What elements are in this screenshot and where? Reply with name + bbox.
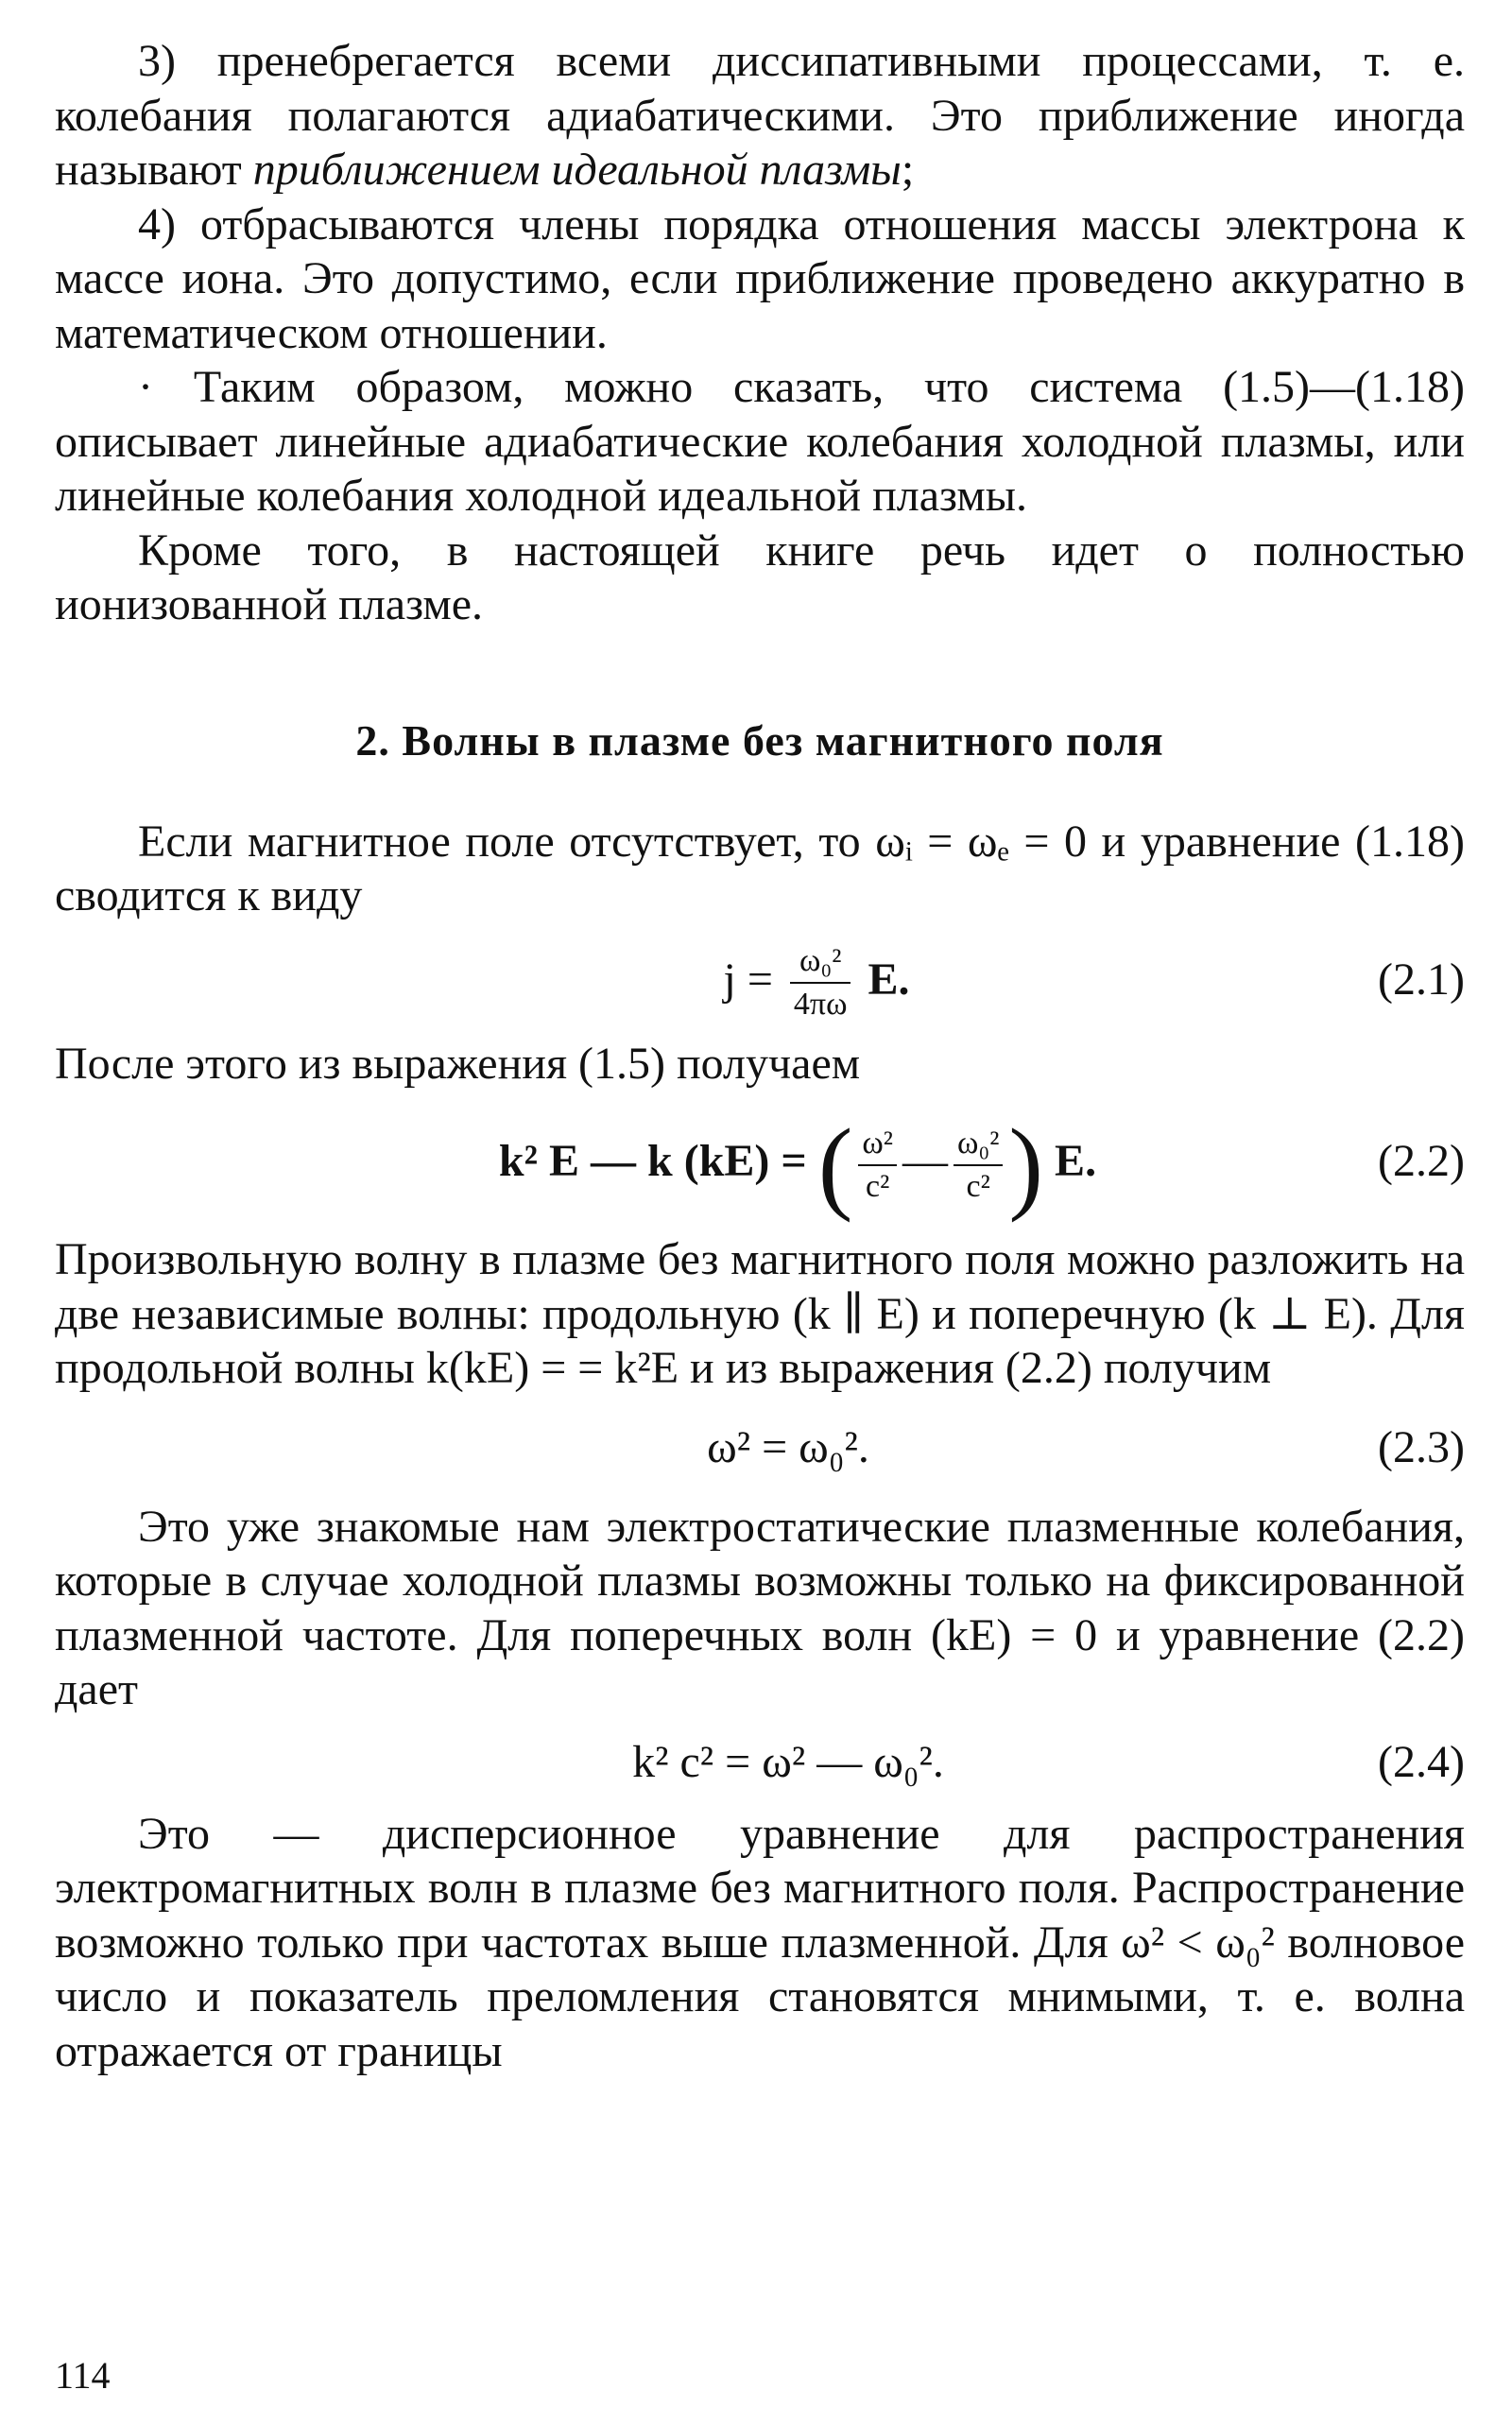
section-heading: 2. Волны в плазме без магнитного поля [355,715,1164,765]
fraction: $\frac{\text{ω₀²}}{4\pi\omega}$ [790,940,851,1025]
paragraph-decompose: Произвольную волну в плазме без магнитного поля можно разложить на две независимые волны: продольную (k ∥ E) и поперечную (k ⊥ E). Для продольной волны k(kE) = = k²E и из выражения (2.2) получим [55,1234,1466,1393]
equation-2-1: j = $\frac{\text{ω₀²}}{4\pi\omega}$ E. (2.1) [55,923,1465,1037]
paragraph-item-3: 3) пренебрегается всеми диссипативными процессами, т. е. колебания полагаются адиабатическими. Это приближение иногда называют приближением идеальной плазмы; [55,36,1465,195]
paragraph-item-4: 4) отбрасываются члены порядка отношения массы электрона к массе иона. Это допустимо, если приближение проведено аккуратно в математическом отношении. [55,198,1465,358]
paragraph-no-field: Если магнитное поле отсутствует, то ωᵢ = ωₑ = 0 и уравнение (1.18) сводится к виду [55,816,1465,920]
equation-number: (2.2) [1378,1136,1465,1186]
equation-2-3: ω² = ω₀². (2.3) [55,1396,1465,1500]
paragraph-summary: · Таким образом, можно сказать, что система (1.5)—(1.18) описывает линейные адиабатические колебания холодной плазмы, или линейные колебания холодной идеальной плазмы. [55,362,1465,521]
equation-2-2: k² E — k (kE) = ( $\frac{\text{ω²}}{\text{c²}}$ — $\frac{\text{ω₀²}}{\text{c²}}$ ) E. (2.2) [55,1091,1465,1232]
fraction: $\frac{\text{ω₀²}}{\text{c²}}$ [954,1123,1003,1208]
page-number: 114 [55,2354,111,2397]
paragraph-ionized: Кроме того, в настоящей книге речь идет о полностью ионизованной плазме. [55,524,1465,629]
paragraph-dispersion: Это — дисперсионное уравнение для распространения электромагнитных волн в плазме без магнитного поля. Распространение возможно только при частотах выше плазменной. Для ω² < ω₀² волновое число и показатель преломления становятся мнимыми, т. е. волна отражается от границы [55,1808,1465,2076]
equation-number: (2.1) [1378,954,1465,1005]
emphasis-ideal-plasma: приближением идеальной плазмы [252,145,902,195]
equation-number: (2.4) [1378,1736,1465,1787]
equation-number: (2.3) [1378,1421,1465,1472]
equation-2-4: k² c² = ω² — ω₀². (2.4) [55,1717,1465,1807]
paragraph-electrostatic: Это уже знакомые нам электростатические плазменные колебания, которые в случае холодной плазмы возможны только на фиксированной плазменной частоте. Для поперечных волн (kE) = 0 и уравнение (2.2) дает [55,1501,1465,1714]
fraction: $\frac{\text{ω²}}{\text{c²}}$ [858,1123,897,1208]
paragraph-then: После этого из выражения (1.5) получаем [55,1038,861,1089]
